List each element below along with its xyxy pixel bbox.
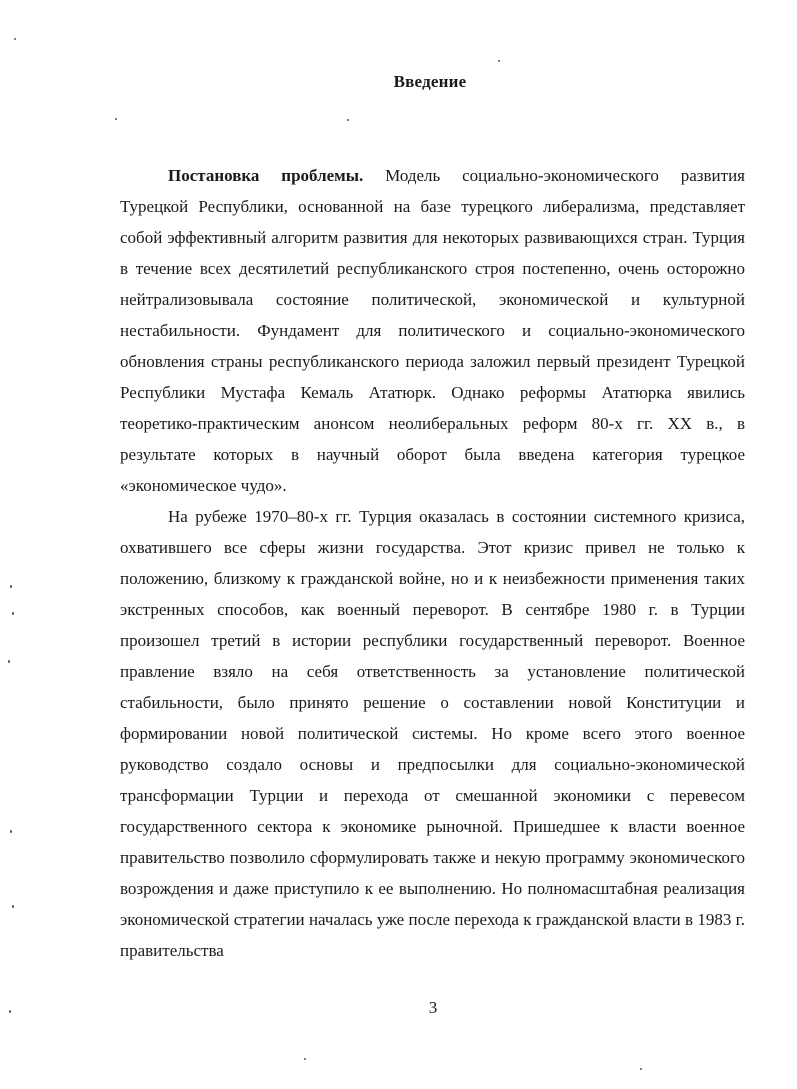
scan-speck <box>8 660 10 663</box>
scan-speck <box>14 38 16 40</box>
document-body <box>120 160 745 966</box>
paragraph-text: Модель социально-экономического развития Турецкой Республики, основанной на базе турецкого либерализма, представляет собой эффективный алгоритм развития для некоторых развивающихся стран. Турция в течение всех десятилетий республиканского строя постепенно, очень осторожно нейтрализовывала состояние политической, экономической и культурной нестабильности. Фундамент для политического и социально-экономического обновления страны республиканского периода заложил первый президент Турецкой Республики Мустафа Кемаль Ататюрк. Однако реформы Ататюрка явились теоретико-практическим анонсом неолиберальных реформ 80-х гг. XX в., в результате которых в научный оборот была введена категория турецкое «экономическое чудо». <box>120 166 745 495</box>
page-title: Введение <box>393 72 467 91</box>
scan-speck <box>12 905 14 908</box>
scan-speck <box>347 119 349 121</box>
scan-speck <box>115 118 117 120</box>
scan-speck <box>12 612 14 615</box>
paragraph-problem-statement <box>120 160 745 501</box>
paragraph-crisis <box>120 501 745 966</box>
paragraph-lead: Постановка проблемы. <box>168 166 364 185</box>
scan-speck <box>10 830 12 833</box>
page-number: 3 <box>428 998 438 1017</box>
scan-speck <box>498 60 500 62</box>
paragraph-text: На рубеже 1970–80-х гг. Турция оказалась в состоянии системного кризиса, охватившего все сферы жизни государства. Этот кризис привел не только к положению, близкому к гражданской войне, но и к неизбежности применения таких экстренных способов, как военный переворот. В сентябре 1980 г. в Турции произошел третий в истории республики государственный переворот. Военное правление взяло на себя ответственность за установление политической стабильности, было принято решение о составлении новой Конституции и формировании новой политической системы. Но кроме всего этого военное руководство создало основы и предпосылки для социально-экономической трансформации Турции и перехода от смешанной экономики с перевесом государственного сектора к экономике рыночной. Пришедшее к власти военное правительство позволило сформулировать также и некую программу экономического возрождения и даже приступило к ее выполнению. Но полномасштабная реализация экономической стратегии началась уже после перехода к гражданской власти в 1983 г. правительства <box>120 507 745 960</box>
scan-speck <box>304 1058 306 1060</box>
scan-speck <box>9 1010 11 1013</box>
scan-speck <box>10 585 12 588</box>
scan-speck <box>640 1068 642 1070</box>
